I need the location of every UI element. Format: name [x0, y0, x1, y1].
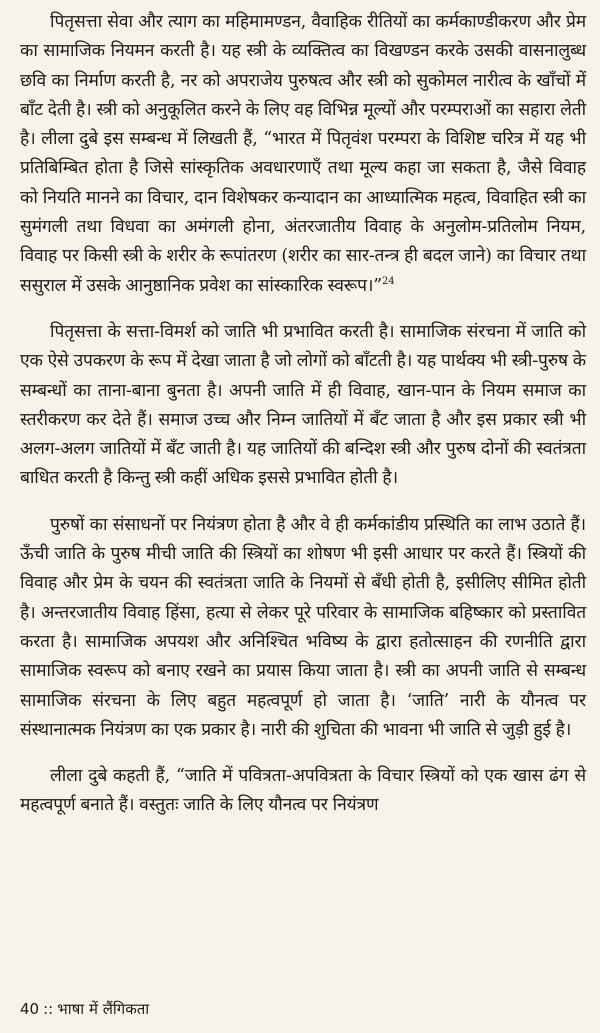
body-text	[20, 8, 586, 821]
paragraph-4-text: लीला दुबे कहती हैं, “जाति में पवित्रता-अपवित्रता के विचार स्त्रियों को एक खास ढंग से महत्वपूर्ण बनाते हैं। वस्तुतः जाति के लिए यौनत्व पर नियंत्रण	[20, 766, 586, 816]
page-number: 40	[20, 1000, 40, 1018]
page-footer	[20, 999, 149, 1019]
paragraph-4	[20, 762, 586, 821]
paragraph-3-text: पुरुषों का संसाधनों पर नियंत्रण होता है और वे ही कर्मकांडीय प्रस्थिति का लाभ उठाते हैं। ऊँची जाति के पुरुष मीची जाति की स्त्रियों का शोषण भी इसी आधार पर करते हैं। स्त्रियों की विवाह और प्रेम के चयन की स्वतंत्रता जाति के नियमों से बँधी होती है, इसीलिए सीमित होती है। अन्तरजातीय विवाह हिंसा, हत्या से लेकर पूरे परिवार के सामाजिक बहिष्कार को प्रस्तावित करता है। सामाजिक अपयश और अनिश्चित भविष्य के द्वारा हतोत्साहन की रणनीति द्वारा सामाजिक स्वरूप को बनाए रखने का प्रयास किया जाता है। स्त्री का अपनी जाति से सम्बन्ध सामाजिक संरचना के लिए बहुत महत्वपूर्ण हो जाता है। ‘जाति’ नारी के यौनत्व पर संस्थानात्मक नियंत्रण का एक प्रकार है। नारी की शुचिता की भावना भी जाति से जुड़ी हुई है।	[20, 514, 586, 740]
book-title: भाषा में लैंगिकता	[57, 1000, 150, 1018]
paragraph-1	[20, 8, 586, 301]
footer-separator: ::	[43, 1000, 54, 1018]
footnote-marker: 24	[382, 275, 395, 287]
paragraph-1-text: पितृसत्ता सेवा और त्याग का महिमामण्डन, वैवाहिक रीतियों का कर्मकाण्डीकरण और प्रेम का सामाजिक नियमन करती है। यह स्त्री के व्यक्तित्व का विखण्डन करके उसकी वासनालुब्ध छवि का निर्माण करती है, नर को अपराजेय पुरुषत्व और स्त्री को सुकोमल नारीत्व के खाँचों में बाँट देती है। स्त्री को अनुकूलित करने के लिए वह विभिन्न मूल्यों और परम्पराओं का सहारा लेती है। लीला दुबे इस सम्बन्ध में लिखती हैं, “भारत में पितृवंश परम्परा के विशिष्ट चरित्र में यह भी प्रतिबिम्बित होता है जिसे सांस्कृतिक अवधारणाएँ तथा मूल्य कहा जा सकता है, जैसे विवाह को नियति मानने का विचार, दान विशेषकर कन्यादान का आध्यात्मिक महत्व, विवाहित स्त्री का सुमंगली तथा विधवा का अमंगली होना, अंतरजातीय विवाह के अनुलोम-प्रतिलोम नियम, विवाह पर किसी स्त्री के शरीर के रूपांतरण (शरीर का सार-तन्त्र ही बदल जाने) का विचार तथा ससुराल में उसके आनुष्ठानिक प्रवेश का सांस्कारिक स्वरूप।”	[20, 12, 586, 296]
paragraph-2-text: पितृसत्ता के सत्ता-विमर्श को जाति भी प्रभावित करती है। सामाजिक संरचना में जाति को एक ऐसे उपकरण के रूप में देखा जाता है जो लोगों को बाँटती है। यह पार्थक्य भी स्त्री-पुरुष के सम्बन्धों का ताना-बाना बुनता है। अपनी जाति में ही विवाह, खान-पान के नियम समाज का स्तरीकरण कर देते हैं। समाज उच्च और निम्न जातियों में बँट जाता है और इस प्रकार स्त्री भी अलग-अलग जातियों में बँट जाती है। यह जातियों की बन्दिश स्त्री और पुरुष दोनों की स्वतंत्रता बाधित करती है किन्तु स्त्री कहीं अधिक इससे प्रभावित होती है।	[20, 321, 586, 489]
paragraph-3	[20, 511, 586, 745]
paragraph-2	[20, 318, 586, 494]
